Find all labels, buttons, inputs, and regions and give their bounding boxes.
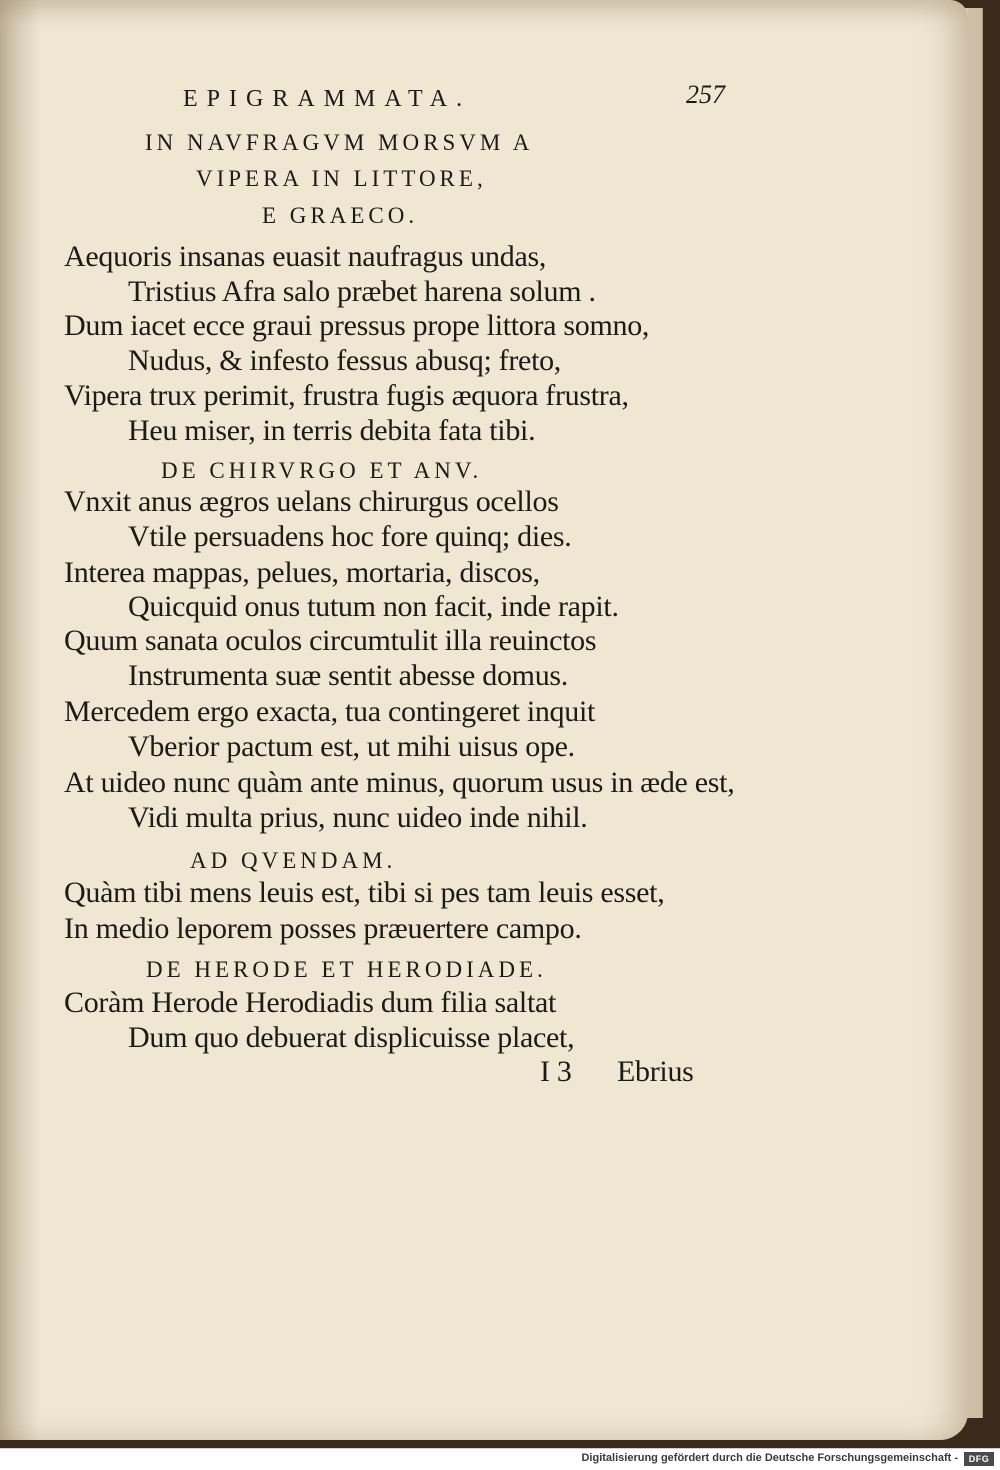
spine-shadow [0, 0, 40, 1440]
verse-line: Quum sanata oculos circumtulit illa reuinctos [64, 624, 597, 657]
verse-line: Quicquid onus tutum non facit, inde rapit. [128, 590, 619, 623]
verse-line: Vberior pactum est, ut mihi uisus ope. [128, 730, 575, 763]
verse-line: Coràm Herode Herodiadis dum filia saltat [64, 986, 557, 1019]
verse-line: Tristius Afra salo præbet harena solum . [128, 275, 596, 308]
verse-line: Vipera trux perimit, frustra fugis æquora frustra, [64, 379, 629, 412]
dfg-logo: DFG [964, 1452, 994, 1466]
verse-line: Vnxit anus ægros uelans chirurgus ocellos [64, 485, 559, 518]
poem-heading: E GRAECO. [262, 203, 419, 228]
verse-line: Vtile persuadens hoc fore quinq; dies. [128, 520, 572, 553]
verse-line: In medio leporem posses præuertere campo. [64, 912, 582, 945]
poem-heading: IN NAVFRAGVM MORSVM A [145, 130, 534, 155]
verse-line: Interea mappas, pelues, mortaria, discos, [64, 556, 540, 589]
verse-line: Mercedem ergo exacta, tua contingeret inquit [64, 695, 596, 728]
page-stack-edge [968, 8, 983, 1418]
signature-mark: I 3 [540, 1055, 572, 1088]
verse-line: Heu miser, in terris debita fata tibi. [128, 414, 536, 447]
poem-heading: DE CHIRVRGO ET ANV. [161, 458, 483, 483]
verse-line: Dum quo debuerat displicuisse placet, [128, 1021, 575, 1054]
funding-credit: Digitalisierung gefördert durch die Deutsche Forschungsgemeinschaft - [581, 1452, 958, 1464]
poem-heading: DE HERODE ET HERODIADE. [146, 957, 547, 982]
catchword: Ebrius [617, 1055, 694, 1088]
running-head: EPIGRAMMATA. [183, 86, 472, 112]
poem-heading: AD QVENDAM. [190, 848, 397, 873]
verse-line: Nudus, & infesto fessus abusq; freto, [128, 344, 562, 377]
verse-line: Dum iacet ecce graui pressus prope littora somno, [64, 309, 650, 342]
verse-line: Instrumenta suæ sentit abesse domus. [128, 659, 568, 692]
footer-bar [0, 1448, 1000, 1470]
poem-heading: VIPERA IN LITTORE, [196, 166, 487, 191]
verse-line: At uideo nunc quàm ante minus, quorum usus in æde est, [64, 766, 735, 799]
verse-line: Quàm tibi mens leuis est, tibi si pes tam leuis esset, [64, 876, 665, 909]
verse-line: Aequoris insanas euasit naufragus undas, [64, 240, 547, 273]
verse-line: Vidi multa prius, nunc uideo inde nihil. [128, 801, 588, 834]
page-number: 257 [686, 80, 725, 109]
